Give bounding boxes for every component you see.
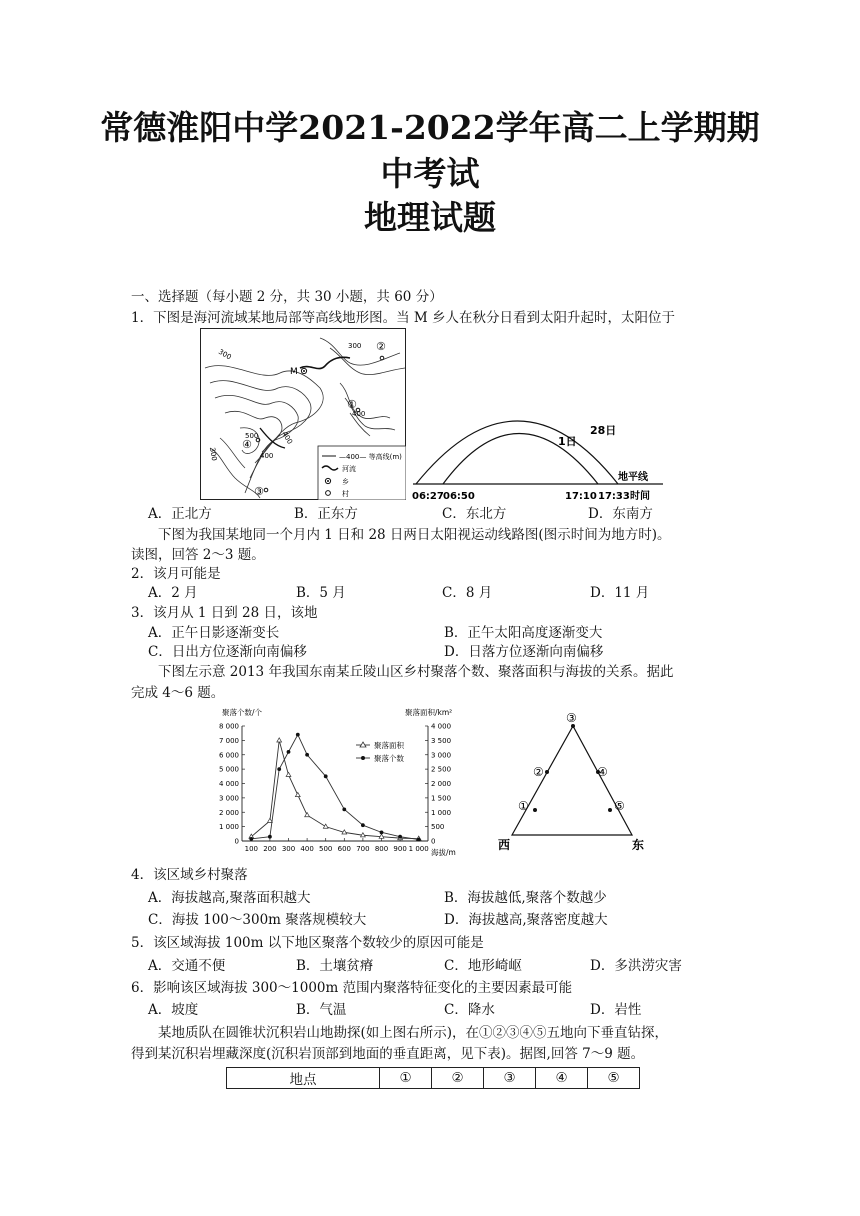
chart-x-tick-label: 800 — [374, 845, 389, 853]
chart-point-area — [286, 772, 291, 776]
time-axis-label: 时间 — [630, 491, 650, 502]
contour-label: 400 — [280, 430, 294, 446]
chart-point-count — [287, 750, 291, 754]
time-label: 17:10 — [565, 491, 597, 502]
chart-left-tick-label: 7 000 — [218, 736, 239, 745]
chart-right-tick-label: 2 000 — [431, 780, 452, 788]
q6-option-c: C．降水 — [444, 1002, 495, 1018]
q2-option-a: A．2 月 — [148, 585, 198, 601]
contour-label: 400 — [352, 410, 366, 418]
contour-map — [200, 328, 406, 500]
intro-4-6-line2: 完成 4～6 题。 — [131, 685, 225, 701]
table-header-cell: 地点 — [227, 1068, 380, 1089]
q1-option-c: C．东北方 — [442, 506, 507, 522]
intro-2-3-line2: 读图，回答 2～3 题。 — [131, 547, 265, 563]
chart-point-area — [323, 824, 328, 828]
legend-river: 河流 — [342, 465, 356, 473]
chart-point-count — [296, 733, 300, 737]
cone-west-label: 西 — [498, 838, 511, 852]
legend-village: 村 — [342, 490, 349, 498]
doc-title-line3: 地理试题 — [364, 198, 496, 237]
chart-left-tick-label: 5 000 — [218, 765, 239, 774]
chart-left-tick-label: 2 000 — [218, 808, 239, 817]
time-label: 06:50 — [443, 491, 475, 502]
q6-option-a: A．坡度 — [148, 1002, 199, 1018]
chart-right-tick-label: 500 — [431, 823, 445, 832]
cone-point-label: ⑤ — [614, 799, 625, 813]
settlement-chart — [200, 704, 468, 856]
chart-point-count — [380, 830, 384, 834]
chart-left-tick-label: 1 000 — [218, 823, 239, 832]
arc-label-28: 28日 — [590, 424, 617, 437]
legend-series-area: 聚落面积 — [374, 741, 404, 750]
table-cell: ② — [432, 1068, 484, 1089]
time-label: 06:27 — [412, 491, 444, 502]
chart-legend — [356, 740, 404, 763]
legend-series-count: 聚落个数 — [374, 754, 404, 763]
chart-left-tick-label: 6 000 — [218, 751, 239, 760]
intro-2-3-line1: 下图为我国某地同一个月内 1 日和 28 日两日太阳视运动线路图(图示时间为地方时)。 — [158, 527, 671, 543]
section-heading: 一、选择题（每小题 2 分，共 30 小题，共 60 分） — [131, 289, 443, 305]
legend-town: 乡 — [342, 478, 349, 486]
q3-option-a: A．正午日影逐渐变长 — [148, 625, 280, 641]
sun-path-diagram — [408, 398, 668, 506]
chart-point-count — [277, 767, 281, 771]
intro-7-9-line2: 得到某沉积岩埋藏深度(沉积岩顶部到地面的垂直距离，见下表)。据图,回答 7～9 题。 — [131, 1046, 645, 1062]
chart-series-line-count — [251, 735, 418, 840]
chart-xlabel: 海拔/m — [431, 848, 456, 856]
chart-right-tick-label: 4 000 — [431, 722, 452, 731]
drill-site-table — [226, 1067, 640, 1089]
chart-right-tick-label: 1 000 — [431, 808, 452, 817]
chart-point-count — [268, 835, 272, 839]
chart-left-tick-label: 0 — [234, 837, 239, 846]
q2-option-d: D．11 月 — [590, 585, 650, 601]
cone-point-label: ④ — [597, 765, 608, 779]
chart-left-tick-label: 4 000 — [218, 780, 239, 788]
table-cell: ③ — [484, 1068, 536, 1089]
table-cell: ① — [380, 1068, 432, 1089]
q3-option-d: D．日落方位逐渐向南偏移 — [444, 644, 604, 660]
chart-right-tick-label: 1 500 — [431, 794, 452, 803]
chart-ylabel-right: 聚落面积/km² — [405, 708, 453, 717]
q3-option-c: C．日出方位逐渐向南偏移 — [148, 644, 307, 660]
q2-option-c: C．8 月 — [442, 585, 493, 601]
chart-left-tick-label: 8 000 — [218, 722, 239, 731]
time-label: 17:33 — [598, 491, 630, 502]
q1-option-a: A．正北方 — [148, 506, 212, 522]
cone-point-label: ② — [533, 765, 544, 779]
chart-x-tick-label: 700 — [356, 845, 370, 853]
chart-x-tick-label: 900 — [393, 845, 407, 853]
chart-x-tick-label: 100 — [244, 845, 258, 853]
q2-stem: 2．该月可能是 — [131, 566, 221, 582]
q5-option-d: D．多洪涝灾害 — [590, 958, 682, 974]
q5-stem: 5．该区域海拔 100m 以下地区聚落个数较少的原因可能是 — [131, 935, 484, 951]
chart-x-tick-label: 300 — [281, 845, 296, 853]
chart-left-tick-label: 3 000 — [218, 794, 239, 803]
table-cell: ④ — [536, 1068, 588, 1089]
chart-point-count — [305, 753, 309, 757]
q1-stem: 1．下图是海河流域某地局部等高线地形图。当 M 乡人在秋分日看到太阳升起时，太阳位于 — [131, 310, 675, 326]
chart-x-tick-label: 200 — [263, 845, 277, 853]
q6-option-d: D．岩性 — [590, 1002, 642, 1018]
point-m-label: M — [290, 367, 298, 377]
chart-point-count — [249, 837, 253, 841]
contour-label: 300 — [208, 446, 219, 462]
cone-point-label: ③ — [566, 711, 577, 725]
q1-option-b: B．正东方 — [294, 506, 358, 522]
intro-4-6-line1: 下图左示意 2013 年我国东南某丘陵山区乡村聚落个数、聚落面积与海拔的关系。据此 — [158, 664, 674, 680]
contour-label: 300 — [348, 342, 362, 350]
chart-point-count — [398, 835, 402, 839]
q5-option-c: C．地形崎岖 — [444, 958, 522, 974]
q6-stem: 6．影响该区域海拔 300～1000m 范围内聚落特征变化的主要因素最可能 — [131, 980, 573, 996]
q6-option-b: B．气温 — [296, 1002, 347, 1018]
chart-x-tick-label: 600 — [337, 845, 351, 853]
chart-point-area — [277, 738, 282, 742]
q5-option-a: A．交通不便 — [148, 958, 226, 974]
table-cell: ⑤ — [588, 1068, 640, 1089]
doc-title-line1: 常德淮阳中学2021-2022学年高二上学期期 — [100, 108, 760, 147]
circled-label: ② — [376, 340, 386, 353]
q4-option-b: B．海拔越低,聚落个数越少 — [444, 890, 607, 906]
cone-diagram — [490, 708, 660, 858]
intro-7-9-line1: 某地质队在圆锥状沉积岩山地勘探(如上图右所示)，在①②③④⑤五地向下垂直钻探， — [158, 1025, 669, 1041]
q3-stem: 3．该月从 1 日到 28 日，该地 — [131, 605, 318, 621]
chart-point-count — [417, 838, 421, 842]
q4-option-d: D．海拔越高,聚落密度越大 — [444, 912, 608, 928]
q4-option-c: C．海拔 100～300m 聚落规模较大 — [148, 912, 367, 928]
chart-x-tick-label: 500 — [319, 845, 333, 853]
chart-point-count — [324, 774, 328, 778]
table-row — [227, 1068, 640, 1089]
horizon-label: 地平线 — [618, 472, 648, 483]
chart-ylabel-left: 聚落个数/个 — [222, 708, 263, 717]
contour-label: 500 — [245, 432, 259, 440]
chart-point-count — [342, 807, 346, 811]
cone-east-label: 东 — [632, 838, 645, 852]
arc-label-1: 1日 — [558, 435, 577, 448]
chart-right-tick-label: 3 500 — [431, 736, 452, 745]
q2-option-b: B．5 月 — [296, 585, 346, 601]
chart-point-count — [361, 823, 365, 827]
circled-label: ① — [347, 398, 357, 411]
chart-right-tick-label: 0 — [431, 837, 436, 846]
q4-stem: 4．该区域乡村聚落 — [131, 867, 248, 883]
contour-label: 300 — [217, 347, 233, 362]
chart-right-tick-label: 2 500 — [431, 765, 452, 774]
chart-point-area — [305, 813, 310, 817]
doc-title-line2: 中考试 — [380, 154, 480, 193]
legend-contour: —400— 等高线(m) — [339, 453, 402, 461]
cone-point-label: ① — [518, 799, 529, 813]
q1-option-d: D．东南方 — [588, 506, 653, 522]
chart-right-tick-label: 3 000 — [431, 751, 452, 760]
circled-label: ③ — [254, 485, 264, 498]
chart-x-tick-label: 400 — [300, 845, 314, 853]
chart-x-tick-label: 1 000 — [408, 845, 429, 853]
chart-point-area — [295, 792, 300, 796]
q4-option-a: A．海拔越高,聚落面积越大 — [148, 890, 311, 906]
circled-label: ④ — [242, 438, 252, 451]
q3-option-b: B．正午太阳高度逐渐变大 — [444, 625, 603, 641]
q5-option-b: B．土壤贫瘠 — [296, 958, 374, 974]
contour-label: 400 — [260, 452, 274, 460]
